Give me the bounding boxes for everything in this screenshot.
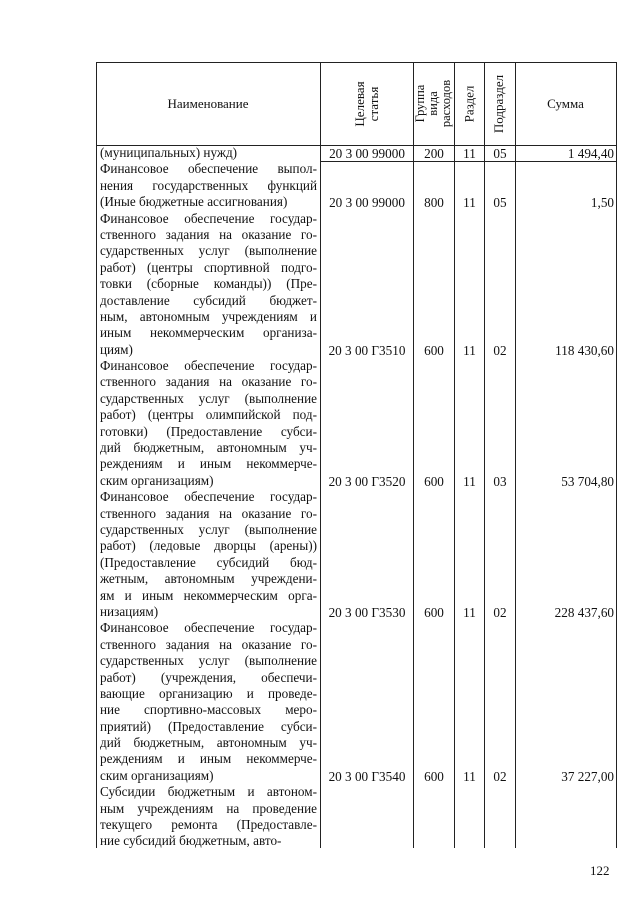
sum-cell: 53 704,80 xyxy=(561,474,614,489)
row-name-line: ственного задания на оказание го- xyxy=(100,226,317,242)
header-name-label: Наименование xyxy=(167,95,249,111)
row-name-line: сударственных услуг (выполнение xyxy=(100,521,317,537)
header-sum xyxy=(515,62,616,145)
row-name-line: ние субсидий бюджетным, авто- xyxy=(100,833,282,849)
row-name-line: циям) xyxy=(100,341,133,357)
subsection-cell: 02 xyxy=(493,769,507,785)
row-name-line: ным учреждениям на проведение xyxy=(100,800,317,816)
column-divider-name xyxy=(320,62,321,848)
header-name xyxy=(96,62,320,145)
sum-cell: 1,50 xyxy=(590,195,614,211)
header-sum-label: Сумма xyxy=(547,95,584,111)
header-target xyxy=(320,62,413,145)
sum-cell: 228 437,60 xyxy=(554,605,614,621)
header-target-label: Целевая статья xyxy=(351,80,381,127)
subsection-cell: 05 xyxy=(493,146,507,161)
row-name-line: работ) (центры олимпийской под- xyxy=(100,407,317,423)
row-name-line: работ) (учреждения, обеспечи- xyxy=(100,669,317,685)
section-cell: 11 xyxy=(463,342,476,358)
row-name-line: дий бюджетным, автономным уч- xyxy=(100,735,317,751)
table-right-border xyxy=(616,62,617,848)
row-name-line: сударственных услуг (выполнение xyxy=(100,653,317,669)
row-name-line: низациям) xyxy=(100,603,159,619)
section-cell: 11 xyxy=(463,605,476,621)
header-subsection-label: Подраздел xyxy=(491,74,507,133)
column-divider-code xyxy=(413,62,414,848)
row-name-line: Финансовое обеспечение государ- xyxy=(100,358,317,374)
row-name-line: Субсидии бюджетным и автоном- xyxy=(100,784,317,800)
sum-cell: 1 494,40 xyxy=(567,146,614,161)
sum-cell: 37 227,00 xyxy=(561,769,614,785)
header-subsection xyxy=(484,62,515,145)
expense-group-cell: 600 xyxy=(424,342,444,358)
header-group-label: Группа вида расходов xyxy=(413,79,454,128)
row-name-line: готовки) (Предоставление субси- xyxy=(100,423,317,439)
expense-group-cell: 600 xyxy=(424,769,444,785)
row-name-line: Финансовое обеспечение выпол- xyxy=(100,161,317,177)
row-name-line: жетным, автономным учреждени- xyxy=(100,571,317,587)
header-group xyxy=(413,62,454,145)
target-code-cell: 20 3 00 99000 xyxy=(329,146,405,161)
row-name-line: (Предоставление субсидий бюд- xyxy=(100,554,317,570)
section-cell: 11 xyxy=(463,195,476,211)
section-cell: 11 xyxy=(463,146,476,161)
row-name-line: реждениям и иным некоммерче- xyxy=(100,456,317,472)
row-name-line: товки (сборные команды)) (Пре- xyxy=(100,276,317,292)
subsection-cell: 02 xyxy=(493,342,507,358)
subsection-cell: 05 xyxy=(493,195,507,211)
subsection-cell: 03 xyxy=(493,474,507,489)
row-name-line: Финансовое обеспечение государ- xyxy=(100,620,317,636)
target-code-cell: 20 3 00 Г3520 xyxy=(328,474,406,489)
page-number: 122 xyxy=(590,863,610,878)
target-code-cell: 20 3 00 99000 xyxy=(329,195,405,211)
expense-group-cell: 800 xyxy=(424,195,444,211)
row-name-line: текущего ремонта (Предоставле- xyxy=(100,817,317,833)
section-cell: 11 xyxy=(463,474,476,489)
expense-group-cell: 600 xyxy=(424,605,444,621)
section-cell: 11 xyxy=(463,769,476,785)
row-name-line: сударственных услуг (выполнение xyxy=(100,243,317,259)
row-name-line: работ) (центры спортивной подго- xyxy=(100,259,317,275)
target-code-cell: 20 3 00 Г3530 xyxy=(328,605,406,621)
row-name-line: реждениям и иным некоммерче- xyxy=(100,751,317,767)
target-code-cell: 20 3 00 Г3540 xyxy=(328,769,406,785)
row-name-line: иным некоммерческим организа- xyxy=(100,325,317,341)
row-name-line: ским организациям) xyxy=(100,767,214,783)
column-divider-subsection xyxy=(515,62,516,848)
subsection-cell: 02 xyxy=(493,605,507,621)
row-name-line: ственного задания на оказание го- xyxy=(100,636,317,652)
row-name-line: ственного задания на оказание го- xyxy=(100,505,317,521)
row-name-line: работ) (ледовые дворцы (арены)) xyxy=(100,538,317,554)
row-name-line: дий бюджетным, автономным уч- xyxy=(100,440,317,456)
target-code-cell: 20 3 00 Г3510 xyxy=(328,342,406,358)
row-name-line: нения государственных функций xyxy=(100,177,317,193)
column-divider-group xyxy=(454,62,455,848)
row-name-line: Финансовое обеспечение государ- xyxy=(100,489,317,505)
header-section-label: Раздел xyxy=(461,85,476,122)
row-name-line: ям и иным некоммерческим орга- xyxy=(100,587,317,603)
row-name-line: доставление субсидий бюджет- xyxy=(100,292,317,308)
name-column xyxy=(100,145,317,850)
expense-group-cell: 600 xyxy=(424,474,444,489)
header-section xyxy=(454,62,484,145)
row-name-line: Финансовое обеспечение государ- xyxy=(100,210,317,226)
row-name-line: приятий) (Предоставление субси- xyxy=(100,718,317,734)
row-name-line: (муниципальных) нужд) xyxy=(100,145,238,160)
column-divider-section xyxy=(484,62,485,848)
expense-group-cell: 200 xyxy=(424,146,444,161)
table-left-border xyxy=(96,62,97,848)
row-name-line: ние спортивно-массовых меро- xyxy=(100,702,317,718)
row-name-line: сударственных услуг (выполнение xyxy=(100,390,317,406)
row-name-line: ственного задания на оказание го- xyxy=(100,374,317,390)
row-name-line: (Иные бюджетные ассигнования) xyxy=(100,194,288,210)
sum-cell: 118 430,60 xyxy=(555,342,614,358)
row-name-line: ским организациям) xyxy=(100,472,214,488)
row-name-line: вающие организацию и проведе- xyxy=(100,685,317,701)
row-name-line: ным, автономным учреждениям и xyxy=(100,308,317,324)
